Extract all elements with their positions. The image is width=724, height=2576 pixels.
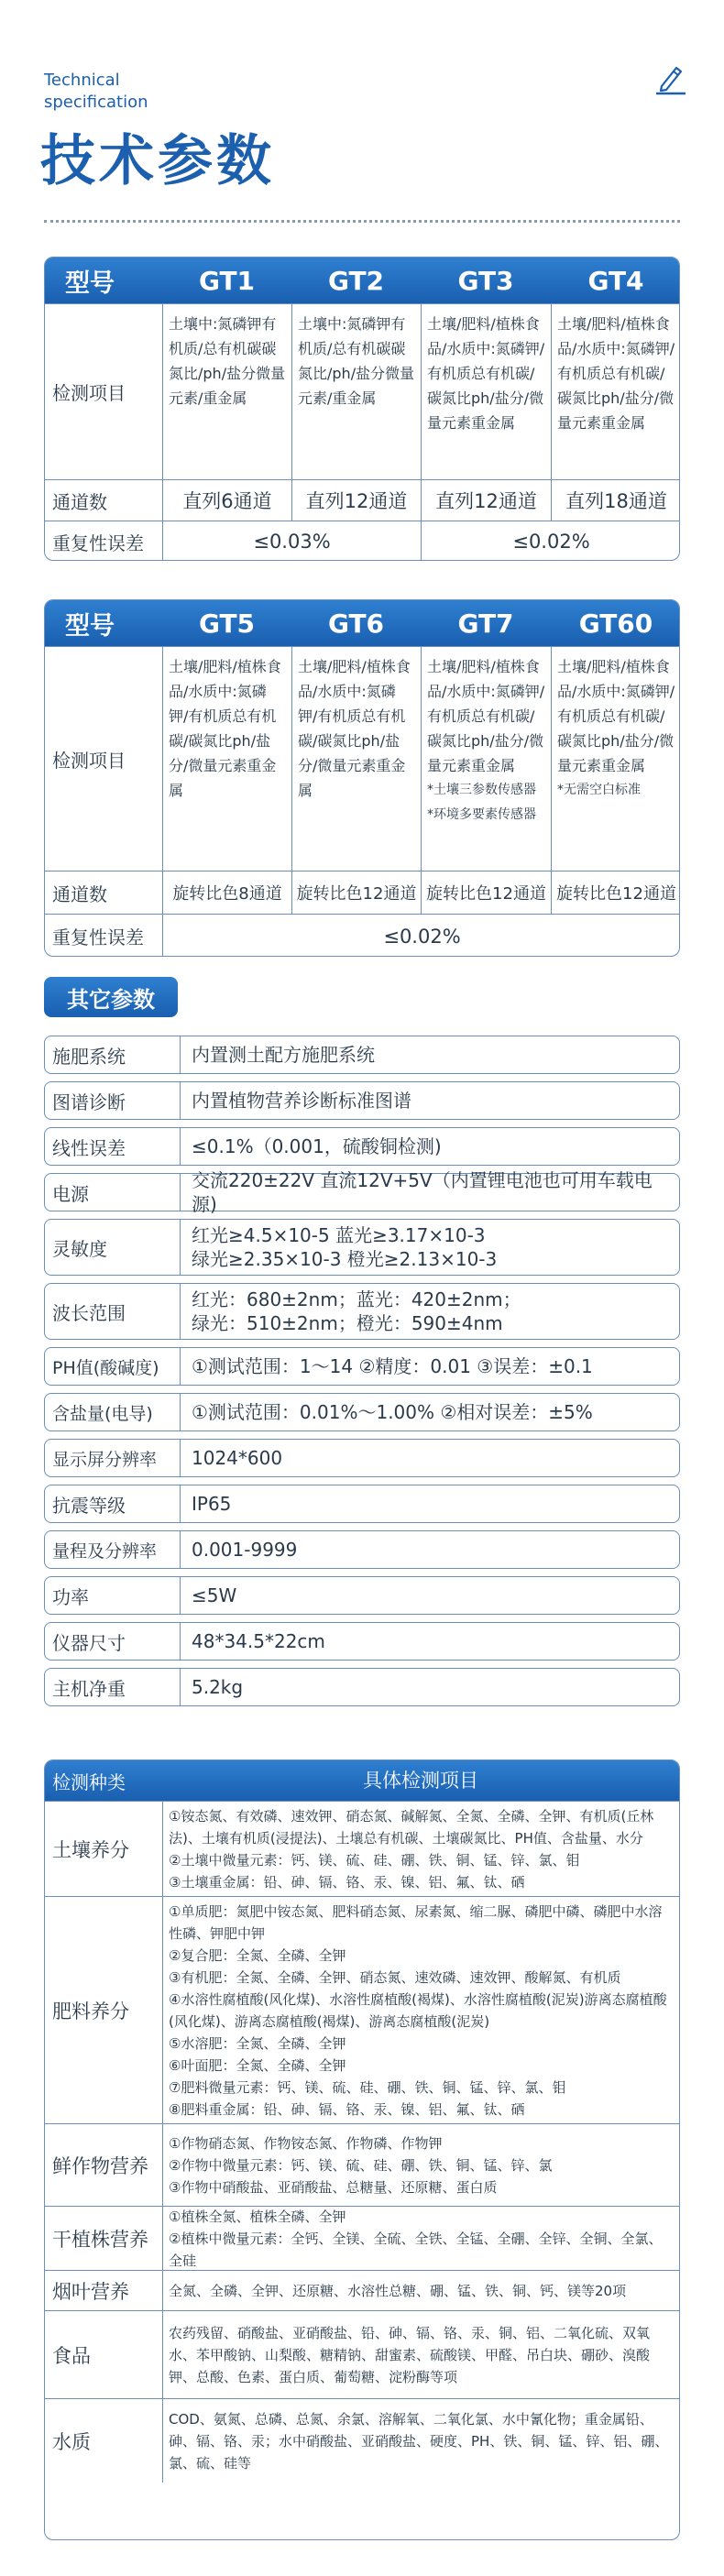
pencil-icon xyxy=(653,60,689,97)
param-value xyxy=(192,1440,674,1476)
channel-row xyxy=(45,871,679,914)
param-row xyxy=(44,1036,680,1074)
repeat-row xyxy=(45,914,679,957)
note-gt7-2: *环境多要素传感器 xyxy=(427,807,536,822)
detection-type: 鲜作物营养 xyxy=(52,2154,148,2177)
param-value xyxy=(192,1169,674,1215)
param-value-line: 5.2kg xyxy=(192,1676,244,1698)
detection-header-row xyxy=(45,1760,679,1801)
table-header-row xyxy=(45,258,679,303)
detection-item-line: ③作物中硝酸盐、亚硝酸盐、总糖量、还原糖、蛋白质 xyxy=(169,2178,498,2196)
param-value-line: 48*34.5*22cm xyxy=(192,1630,325,1652)
detection-items xyxy=(162,1802,679,1896)
model-label: 型号 xyxy=(65,269,115,298)
detect-gt4: 土壤/肥料/植株食品/水质中:氮磷钾/有机质总有机碳/碳氮比ph/盐分/微量元素重金属 xyxy=(551,304,680,479)
repeat-label: 重复性误差 xyxy=(52,926,144,948)
param-value-line: ≤0.1%（0.001，硫酸铜检测) xyxy=(192,1135,442,1157)
model-gt7: GT7 xyxy=(457,608,514,639)
param-key: 含盐量(电导) xyxy=(45,1394,181,1431)
param-row xyxy=(44,1127,680,1166)
detection-row xyxy=(45,2398,679,2483)
param-value-line: 红光：680±2nm；蓝光：420±2nm； xyxy=(192,1288,521,1310)
detection-item-line: ⑤水溶肥：全氮、全磷、全钾 xyxy=(169,2034,346,2052)
param-row xyxy=(44,1622,680,1661)
head-type: 检测种类 xyxy=(52,1770,126,1793)
param-key: 施肥系统 xyxy=(45,1036,181,1073)
model-gt2: GT2 xyxy=(327,265,385,296)
param-value-line: ①测试范围：0.01%～1.00% ②相对误差：±5% xyxy=(192,1401,593,1423)
detection-type: 食品 xyxy=(52,2344,91,2367)
param-key: 波长范围 xyxy=(45,1284,181,1339)
detection-item-line: ②作物中微量元素：钙、镁、硫、硅、硼、铁、铜、锰、锌、氯 xyxy=(169,2156,553,2174)
param-row xyxy=(44,1219,680,1276)
channel-row xyxy=(45,479,679,521)
note-gt7-1: *土壤三参数传感器 xyxy=(427,783,536,797)
detect-row xyxy=(45,303,679,479)
param-value xyxy=(192,1669,674,1705)
param-value-line: ①测试范围：1～14 ②精度：0.01 ③误差：±0.1 xyxy=(192,1355,593,1377)
model-gt60: GT60 xyxy=(578,608,653,639)
detection-items xyxy=(162,2207,679,2270)
detection-item-line: ③土壤重金属：铅、砷、镉、铬、汞、镍、铝、氟、钛、硒 xyxy=(169,1873,525,1891)
param-value xyxy=(192,1577,674,1614)
param-key: 量程及分辨率 xyxy=(45,1531,181,1568)
param-value-line: 交流220±22V 直流12V+5V（内置锂电池也可用车载电源) xyxy=(192,1169,653,1215)
detection-row xyxy=(45,2270,679,2310)
param-value-line: 1024*600 xyxy=(192,1447,283,1469)
detection-item-line: ①铵态氮、有效磷、速效钾、硝态氮、碱解氮、全氮、全磷、全钾、有机质(丘林法)、土壤有机质(浸提法)、土壤总有机碳、土壤碳氮比、PH值、含盐量、水分 xyxy=(169,1807,654,1847)
param-key: 功率 xyxy=(45,1577,181,1614)
param-value-line: 0.001-9999 xyxy=(192,1539,298,1561)
repeat-label: 重复性误差 xyxy=(52,532,144,554)
spec-table-gt1-gt4 xyxy=(44,257,680,561)
detect-label: 检测项目 xyxy=(52,382,126,404)
detection-row xyxy=(45,2206,679,2270)
param-key: 灵敏度 xyxy=(45,1220,181,1275)
channel-label: 通道数 xyxy=(52,882,107,905)
channel-gt60: 旋转比色12通道 xyxy=(551,871,680,914)
detect-gt3: 土壤/肥料/植株食品/水质中:氮磷钾/有机质总有机碳/碳氮比ph/盐分/微量元素重金属 xyxy=(421,304,551,479)
repeat-gt3-gt4: ≤0.02% xyxy=(421,521,680,561)
repeat-all: ≤0.02% xyxy=(162,915,680,957)
param-value xyxy=(192,1036,674,1073)
detection-type: 肥料养分 xyxy=(52,2000,129,2022)
detection-item-line: ②复合肥：全氮、全磷、全钾 xyxy=(169,1946,346,1964)
model-gt1: GT1 xyxy=(198,265,256,296)
param-value xyxy=(192,1394,674,1431)
channel-gt5: 旋转比色8通道 xyxy=(162,871,291,914)
detection-row xyxy=(45,1801,679,1896)
param-value xyxy=(192,1284,674,1339)
param-value xyxy=(192,1623,674,1660)
param-row xyxy=(44,1169,680,1215)
param-row xyxy=(44,1485,680,1523)
channel-label: 通道数 xyxy=(52,490,107,513)
param-value xyxy=(192,1128,674,1165)
detection-items xyxy=(162,2399,679,2483)
param-value-line: 绿光≥2.35×10-3 橙光≥2.13×10-3 xyxy=(192,1248,498,1270)
detection-items xyxy=(162,1897,679,2123)
subtitle-line-2: specification xyxy=(44,93,148,112)
detection-item-line: COD、氨氮、总磷、总氮、余氯、溶解氧、二氧化氯、水中氰化物；重金属铅、砷、镉、铬、汞；水中硝酸盐、亚硝酸盐、硬度、PH、铁、铜、锰、锌、铝、硼、氯、硫、硅等 xyxy=(169,2410,669,2472)
param-key: 抗震等级 xyxy=(45,1485,181,1522)
channel-gt6: 旋转比色12通道 xyxy=(291,871,421,914)
param-row xyxy=(44,1668,680,1706)
detect-gt1: 土壤中:氮磷钾有机质/总有机碳碳氮比/ph/盐分微量元素/重金属 xyxy=(162,304,291,479)
page-title: 技术参数 xyxy=(40,129,275,193)
note-gt60-1: *无需空白标准 xyxy=(557,783,641,797)
channel-gt7: 旋转比色12通道 xyxy=(421,871,551,914)
param-row xyxy=(44,1439,680,1477)
model-gt4: GT4 xyxy=(587,265,644,296)
param-key: PH值(酸碱度) xyxy=(45,1348,181,1385)
subtitle-line-1: Technical xyxy=(44,71,120,90)
repeat-gt1-gt2: ≤0.03% xyxy=(162,521,421,561)
detect-gt7: 土壤/肥料/植株食品/水质中:氮磷钾/有机质总有机碳/碳氮比ph/盐分/微量元素重金属 xyxy=(427,658,545,774)
param-key: 图谱诊断 xyxy=(45,1082,181,1119)
param-value xyxy=(192,1220,674,1275)
param-value-line: 内置测土配方施肥系统 xyxy=(192,1044,375,1066)
param-key: 仪器尺寸 xyxy=(45,1623,181,1660)
divider xyxy=(44,220,680,223)
detection-item-line: 全氮、全磷、全钾、还原糖、水溶性总糖、硼、锰、铁、铜、钙、镁等20项 xyxy=(169,2282,627,2299)
table-header-row xyxy=(45,600,679,646)
detect-label: 检测项目 xyxy=(52,749,126,772)
detection-items xyxy=(162,2271,679,2310)
detection-table xyxy=(44,1759,680,2540)
repeat-row xyxy=(45,521,679,561)
detect-gt5: 土壤/肥料/植株食品/水质中:氮磷钾/有机质总有机碳/碳氮比ph/盐分/微量元素重金属 xyxy=(162,647,291,871)
channel-gt2: 直列12通道 xyxy=(291,480,421,521)
channel-gt1: 直列6通道 xyxy=(162,480,291,521)
model-label: 型号 xyxy=(65,611,115,641)
param-value-line: 绿光：510±2nm；橙光：590±4nm xyxy=(192,1312,503,1334)
detection-type: 水质 xyxy=(52,2430,91,2453)
detect-gt60-cell xyxy=(551,647,680,871)
channel-gt3: 直列12通道 xyxy=(421,480,551,521)
param-value-line: IP65 xyxy=(192,1493,232,1515)
detection-item-line: ①作物硝态氮、作物铵态氮、作物磷、作物钾 xyxy=(169,2134,443,2152)
detection-type: 烟叶营养 xyxy=(52,2280,129,2303)
detect-gt6: 土壤/肥料/植株食品/水质中:氮磷钾/有机质总有机碳/碳氮比ph/盐分/微量元素重金属 xyxy=(291,647,421,871)
detect-row xyxy=(45,646,679,871)
detect-gt2: 土壤中:氮磷钾有机质/总有机碳碳氮比/ph/盐分微量元素/重金属 xyxy=(291,304,421,479)
detection-item-line: 农药残留、硝酸盐、亚硝酸盐、铅、砷、镉、铬、汞、铜、铝、二氧化硫、双氧水、苯甲酸钠、山梨酸、糖精钠、甜蜜素、硫酸镁、甲醛、吊白块、硼砂、溴酸钾、总酸、色素、蛋白质、葡萄糖、淀粉酶等项 xyxy=(169,2324,651,2385)
param-key: 主机净重 xyxy=(45,1669,181,1705)
param-key: 显示屏分辨率 xyxy=(45,1440,181,1476)
subtitle-english xyxy=(44,70,148,114)
param-row xyxy=(44,1347,680,1386)
param-value xyxy=(192,1348,674,1385)
param-row xyxy=(44,1283,680,1340)
detection-item-line: ①植株全氮、植株全磷、全钾 xyxy=(169,2208,346,2225)
detection-item-line: ④水溶性腐植酸(风化煤)、水溶性腐植酸(褐煤)、水溶性腐植酸(泥炭)游离态腐植酸(风化煤)、游离态腐植酸(褐煤)、游离态腐植酸(泥炭) xyxy=(169,1990,667,2030)
detection-items xyxy=(162,2124,679,2206)
param-row xyxy=(44,1393,680,1431)
param-value xyxy=(192,1485,674,1522)
spec-table-gt5-gt60 xyxy=(44,599,680,957)
model-gt5: GT5 xyxy=(198,608,256,639)
detection-item-line: ②土壤中微量元素：钙、镁、硫、硅、硼、铁、铜、锰、锌、氯、钼 xyxy=(169,1851,580,1869)
detection-type: 土壤养分 xyxy=(52,1838,129,1861)
param-row xyxy=(44,1081,680,1120)
channel-gt4: 直列18通道 xyxy=(551,480,680,521)
param-row xyxy=(44,1530,680,1569)
other-params-title: 其它参数 xyxy=(44,977,178,1017)
detection-item-line: ⑦肥料微量元素：钙、镁、硫、硅、硼、铁、铜、锰、锌、氯、钼 xyxy=(169,2078,566,2096)
detection-item-line: ②植株中微量元素：全钙、全镁、全硫、全铁、全锰、全硼、全锌、全铜、全氯、全硅 xyxy=(169,2230,663,2269)
param-key: 电源 xyxy=(45,1174,181,1211)
param-value xyxy=(192,1082,674,1119)
head-items: 具体检测项目 xyxy=(363,1770,478,1792)
param-key: 线性误差 xyxy=(45,1128,181,1165)
detection-item-line: ⑧肥料重金属：铅、砷、镉、铬、汞、镍、铝、氟、钛、硒 xyxy=(169,2100,525,2118)
param-row xyxy=(44,1576,680,1615)
detect-gt60: 土壤/肥料/植株食品/水质中:氮磷钾/有机质总有机碳/碳氮比ph/盐分/微量元素重金属 xyxy=(557,658,675,774)
model-gt3: GT3 xyxy=(457,265,514,296)
detection-items xyxy=(162,2311,679,2398)
detection-row xyxy=(45,1896,679,2123)
detect-gt7-cell xyxy=(421,647,551,871)
detection-item-line: ①单质肥：氮肥中铵态氮、肥料硝态氮、尿素氮、缩二脲、磷肥中磷、磷肥中水溶性磷、钾肥中钾 xyxy=(169,1902,663,1942)
param-value-line: 红光≥4.5×10-5 蓝光≥3.17×10-3 xyxy=(192,1224,486,1246)
model-gt6: GT6 xyxy=(327,608,385,639)
detection-row xyxy=(45,2310,679,2398)
param-value xyxy=(192,1531,674,1568)
detection-item-line: ③有机肥：全氮、全磷、全钾、硝态氮、速效磷、速效钾、酸解氮、有机质 xyxy=(169,1968,621,1986)
param-value-line: 内置植物营养诊断标准图谱 xyxy=(192,1090,411,1112)
detection-row xyxy=(45,2123,679,2206)
param-value-line: ≤5W xyxy=(192,1584,237,1606)
detection-type: 干植株营养 xyxy=(52,2228,148,2251)
detection-item-line: ⑥叶面肥：全氮、全磷、全钾 xyxy=(169,2056,346,2074)
